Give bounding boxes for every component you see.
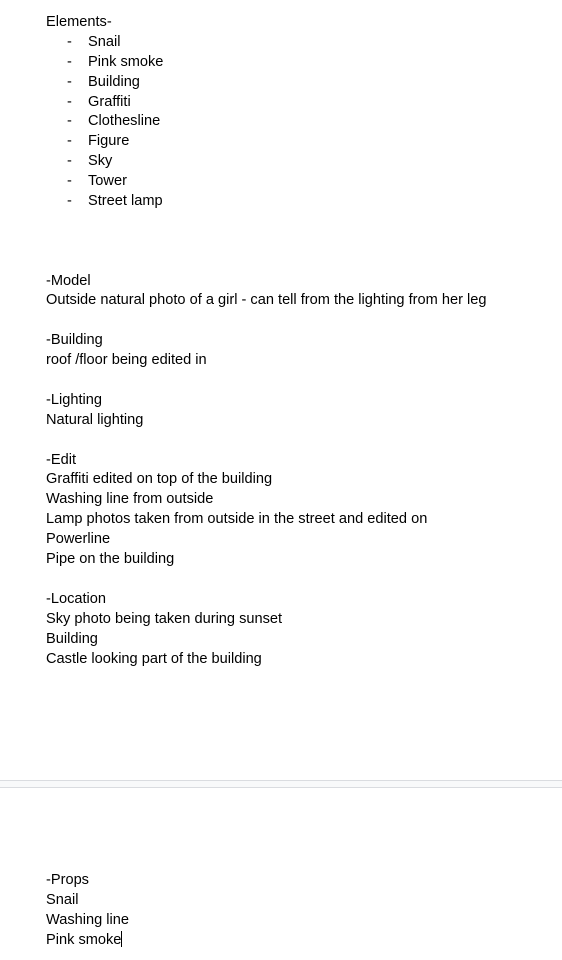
bullet-dash: - bbox=[67, 53, 72, 70]
empty-line bbox=[46, 252, 562, 272]
elements-list bbox=[46, 33, 562, 212]
list-item bbox=[46, 152, 562, 172]
section-lighting bbox=[46, 391, 562, 431]
section-title: -Building bbox=[46, 332, 103, 349]
section-line: Natural lighting bbox=[46, 411, 144, 428]
list-item bbox=[46, 73, 562, 93]
page-break bbox=[0, 780, 562, 788]
bullet-dash: - bbox=[67, 173, 72, 190]
bullet-dash: - bbox=[67, 113, 72, 130]
section-line: Sky photo being taken during sunset bbox=[46, 610, 283, 627]
section-line: Castle looking part of the building bbox=[46, 650, 262, 667]
section-building bbox=[46, 331, 562, 371]
list-item-text: Clothesline bbox=[88, 113, 161, 130]
section-model bbox=[46, 272, 562, 312]
empty-line bbox=[46, 431, 562, 451]
bullet-dash: - bbox=[67, 33, 72, 50]
section-title: -Model bbox=[46, 272, 91, 289]
elements-heading: Elements- bbox=[46, 14, 112, 30]
section-title: -Lighting bbox=[46, 391, 102, 408]
list-item-text: Tower bbox=[88, 173, 127, 190]
section-location bbox=[46, 590, 562, 670]
section-props bbox=[46, 871, 562, 951]
section-line: Building bbox=[46, 630, 98, 647]
last-line[interactable] bbox=[46, 931, 562, 951]
section-line: roof /floor being edited in bbox=[46, 352, 207, 369]
list-item-text: Street lamp bbox=[88, 193, 163, 210]
bullet-dash: - bbox=[67, 73, 72, 90]
list-item-text: Figure bbox=[88, 133, 130, 150]
list-item bbox=[46, 172, 562, 192]
section-line: Powerline bbox=[46, 531, 111, 548]
list-item-text: Graffiti bbox=[88, 93, 131, 110]
empty-line bbox=[46, 570, 562, 590]
text-cursor bbox=[121, 931, 122, 947]
document-page-2[interactable] bbox=[0, 788, 562, 960]
section-line: Lamp photos taken from outside in the street and edited on bbox=[46, 511, 428, 528]
bullet-dash: - bbox=[67, 153, 72, 170]
list-item bbox=[46, 112, 562, 132]
page-1-content[interactable] bbox=[46, 13, 562, 669]
page-2-content[interactable] bbox=[46, 871, 562, 951]
list-item bbox=[46, 132, 562, 152]
section-line: Pink smoke bbox=[46, 931, 122, 948]
section-title: -Location bbox=[46, 590, 107, 607]
empty-line bbox=[46, 371, 562, 391]
list-item bbox=[46, 53, 562, 73]
empty-line bbox=[46, 212, 562, 232]
list-item bbox=[46, 93, 562, 113]
section-title: -Edit bbox=[46, 451, 77, 468]
list-item-text: Building bbox=[88, 73, 140, 90]
bullet-dash: - bbox=[67, 93, 72, 110]
list-item-text: Sky bbox=[88, 153, 113, 170]
bullet-dash: - bbox=[67, 133, 72, 150]
list-item-text: Pink smoke bbox=[88, 53, 164, 70]
section-line: Graffiti edited on top of the building bbox=[46, 471, 273, 488]
list-item bbox=[46, 192, 562, 212]
section-line: Washing line bbox=[46, 911, 130, 928]
section-line: Pipe on the building bbox=[46, 551, 175, 568]
bullet-dash: - bbox=[67, 193, 72, 210]
list-item bbox=[46, 33, 562, 53]
empty-line bbox=[46, 311, 562, 331]
section-line: Outside natural photo of a girl - can tell from the lighting from her leg bbox=[46, 292, 487, 309]
list-item-text: Snail bbox=[88, 33, 121, 50]
section-title: -Props bbox=[46, 872, 89, 888]
section-line: Snail bbox=[46, 891, 79, 908]
empty-line bbox=[46, 232, 562, 252]
section-line: Washing line from outside bbox=[46, 491, 214, 508]
section-edit bbox=[46, 451, 562, 570]
